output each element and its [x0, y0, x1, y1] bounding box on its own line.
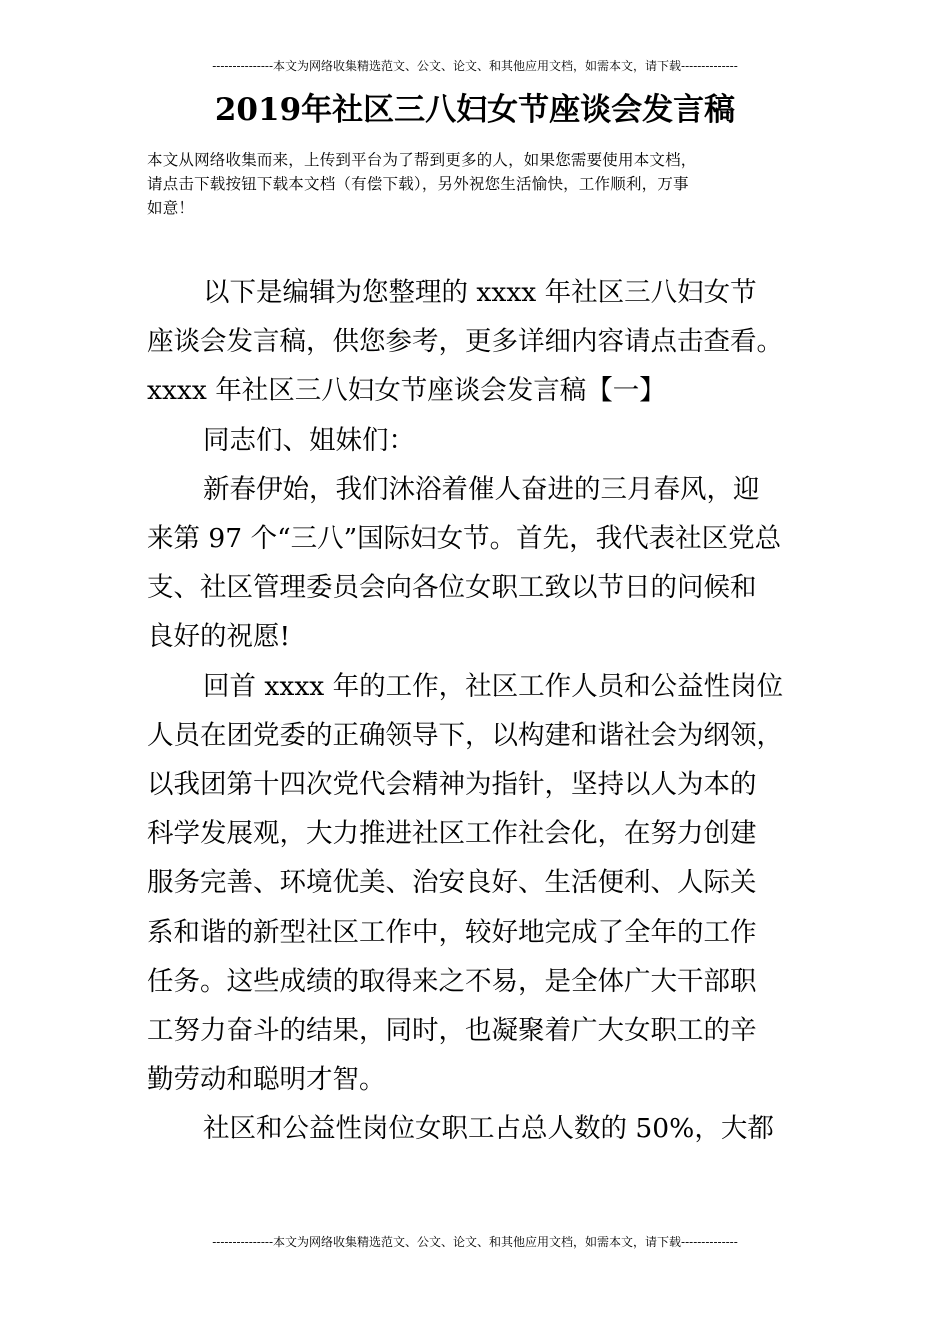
intro-line: 本文从网络收集而来，上传到平台为了帮到更多的人，如果您需要使用本文档， — [147, 151, 697, 169]
intro-line: 如意！ — [147, 199, 195, 217]
body-line: 科学发展观，大力推进社区工作社会化，在努力创建 — [147, 818, 757, 850]
body-line: 系和谐的新型社区工作中，较好地完成了全年的工作 — [147, 916, 757, 948]
body-line: 回首 xxxx 年的工作，社区工作人员和公益性岗位 — [203, 670, 784, 702]
body-line: 座谈会发言稿，供您参考，更多详细内容请点击查看。 — [147, 326, 783, 358]
body-line: 新春伊始，我们沐浴着催人奋进的三月春风，迎 — [203, 473, 760, 505]
body-line: 任务。这些成绩的取得来之不易，是全体广大干部职 — [147, 965, 757, 997]
body-line: 工努力奋斗的结果，同时，也凝聚着广大女职工的辛 — [147, 1015, 757, 1047]
body-line: 良好的祝愿! — [147, 621, 291, 653]
body-line: 勤劳动和聪明才智。 — [147, 1064, 386, 1096]
body-line: 来第 97 个“三八”国际妇女节。首先，我代表社区党总 — [147, 523, 782, 555]
body-line: 服务完善、环境优美、治安良好、生活便利、人际关 — [147, 867, 757, 899]
document-title: 2019年社区三八妇女节座谈会发言稿 — [214, 92, 736, 128]
body-line: 以下是编辑为您整理的 xxxx 年社区三八妇女节 — [203, 277, 757, 308]
body-line: 以我团第十四次党代会精神为指针，坚持以人为本的 — [147, 769, 757, 801]
body-line: 支、社区管理委员会向各位女职工致以节日的问候和 — [147, 572, 757, 604]
footer-banner: ---------------本文为网络收集精选范文、公文、论文、和其他应用文档，如需本文，请下载-------------- — [212, 1235, 738, 1249]
body-line: 人员在团党委的正确领导下，以构建和谐社会为纲领， — [147, 719, 783, 751]
document-body — [147, 268, 817, 1154]
body-line: 社区和公益性岗位女职工占总人数的 50%，大都 — [203, 1113, 774, 1145]
header-banner: ---------------本文为网络收集精选范文、公文、论文、和其他应用文档，如需本文，请下载-------------- — [212, 59, 738, 73]
section-heading: xxxx 年社区三八妇女节座谈会发言稿【一】 — [147, 375, 666, 407]
intro-line: 请点击下载按钮下载本文档（有偿下载），另外祝您生活愉快，工作顺利，万事 — [147, 175, 689, 193]
salutation: 同志们、姐妹们： — [203, 424, 415, 456]
intro-notice — [147, 148, 807, 220]
